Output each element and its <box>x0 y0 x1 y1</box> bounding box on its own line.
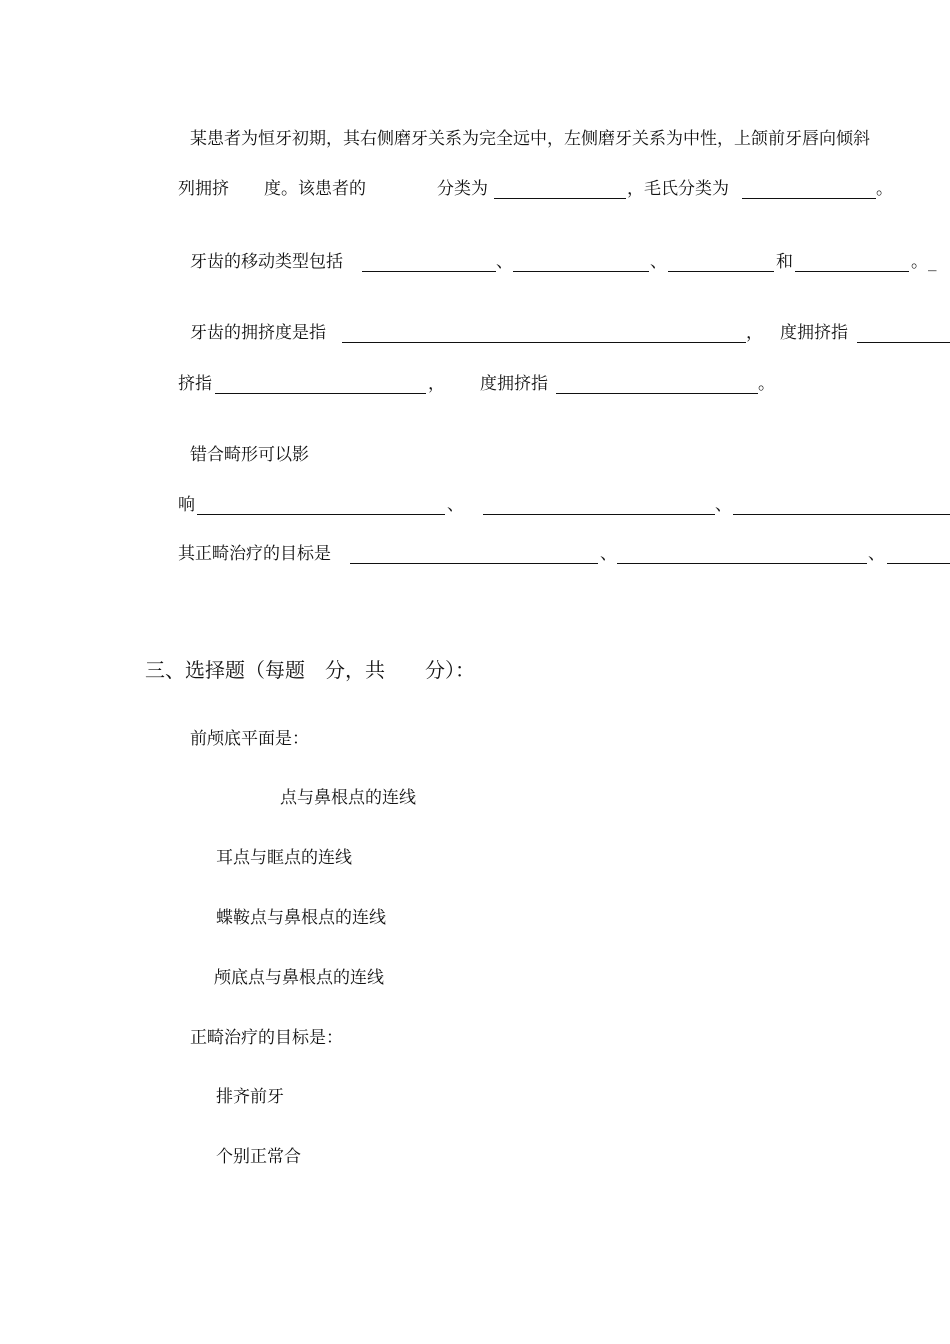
mc2-option-a[interactable]: 排齐前牙 <box>216 1087 284 1107</box>
q-patient-line2-b: 度。该患者的 <box>264 179 366 199</box>
mc1-option-d[interactable]: 颅底点与鼻根点的连线 <box>214 968 384 988</box>
blank-malocclusion-3[interactable] <box>733 514 950 515</box>
mc2-stem: 正畸治疗的目标是： <box>190 1028 343 1048</box>
q-goal-sep2: 、 <box>868 544 885 564</box>
q-crowding-comma2: ， <box>428 374 445 394</box>
q-malocclusion-line1: 错合畸形可以影 <box>190 445 309 465</box>
q-malocclusion-sep1: 、 <box>447 495 464 515</box>
blank-patient-class-1[interactable] <box>494 198 626 199</box>
q-crowding-line2-b: 度拥挤指 <box>480 374 548 394</box>
blank-movement-4[interactable] <box>795 271 909 272</box>
blank-crowding-4[interactable] <box>556 393 758 394</box>
q-movement-sep2: 、 <box>650 252 667 272</box>
q-patient-line2-a: 列拥挤 <box>178 179 229 199</box>
q-patient-line2-c: 分类为 <box>437 179 488 199</box>
blank-crowding-3[interactable] <box>215 393 426 394</box>
blank-crowding-1[interactable] <box>342 342 746 343</box>
blank-goal-1[interactable] <box>350 563 598 564</box>
blank-malocclusion-2[interactable] <box>483 514 715 515</box>
q-crowding-line2-a: 挤指 <box>178 374 212 394</box>
blank-crowding-2[interactable] <box>857 342 950 343</box>
blank-goal-3[interactable] <box>887 563 950 564</box>
mc2-option-b[interactable]: 个别正常合 <box>216 1147 301 1167</box>
mc1-option-a[interactable]: 点与鼻根点的连线 <box>280 788 416 808</box>
q-patient-line2-d: ，毛氏分类为 <box>627 179 729 199</box>
q-malocclusion-sep2: 、 <box>715 495 732 515</box>
q-movement-end: 。_ <box>911 252 937 272</box>
q-goal-sep1: 、 <box>600 544 617 564</box>
mc1-option-b[interactable]: 耳点与眶点的连线 <box>216 848 352 868</box>
blank-movement-3[interactable] <box>668 271 774 272</box>
q-goal-prefix: 其正畸治疗的目标是 <box>178 544 331 564</box>
q-movement-prefix: 牙齿的移动类型包括 <box>190 252 343 272</box>
blank-malocclusion-1[interactable] <box>197 514 445 515</box>
blank-patient-class-2[interactable] <box>742 198 876 199</box>
q-movement-sep1: 、 <box>496 252 513 272</box>
q-malocclusion-line2: 响 <box>178 495 195 515</box>
q-patient-line2-end: 。 <box>876 179 893 199</box>
q-patient-line1: 某患者为恒牙初期，其右侧磨牙关系为完全远中，左侧磨牙关系为中性，上颌前牙唇向倾斜 <box>190 129 870 149</box>
blank-movement-2[interactable] <box>513 271 649 272</box>
q-crowding-mid: 度拥挤指 <box>780 323 848 343</box>
q-crowding-prefix: 牙齿的拥挤度是指 <box>190 323 326 343</box>
q-crowding-comma1: ， <box>746 323 763 343</box>
blank-goal-2[interactable] <box>617 563 867 564</box>
q-movement-and: 和 <box>776 252 793 272</box>
mc1-stem: 前颅底平面是： <box>190 729 309 749</box>
blank-movement-1[interactable] <box>362 271 496 272</box>
q-crowding-end: 。 <box>758 374 775 394</box>
section-3-heading: 三、选择题（每题 分，共 分）： <box>145 658 475 682</box>
mc1-option-c[interactable]: 蝶鞍点与鼻根点的连线 <box>216 908 386 928</box>
